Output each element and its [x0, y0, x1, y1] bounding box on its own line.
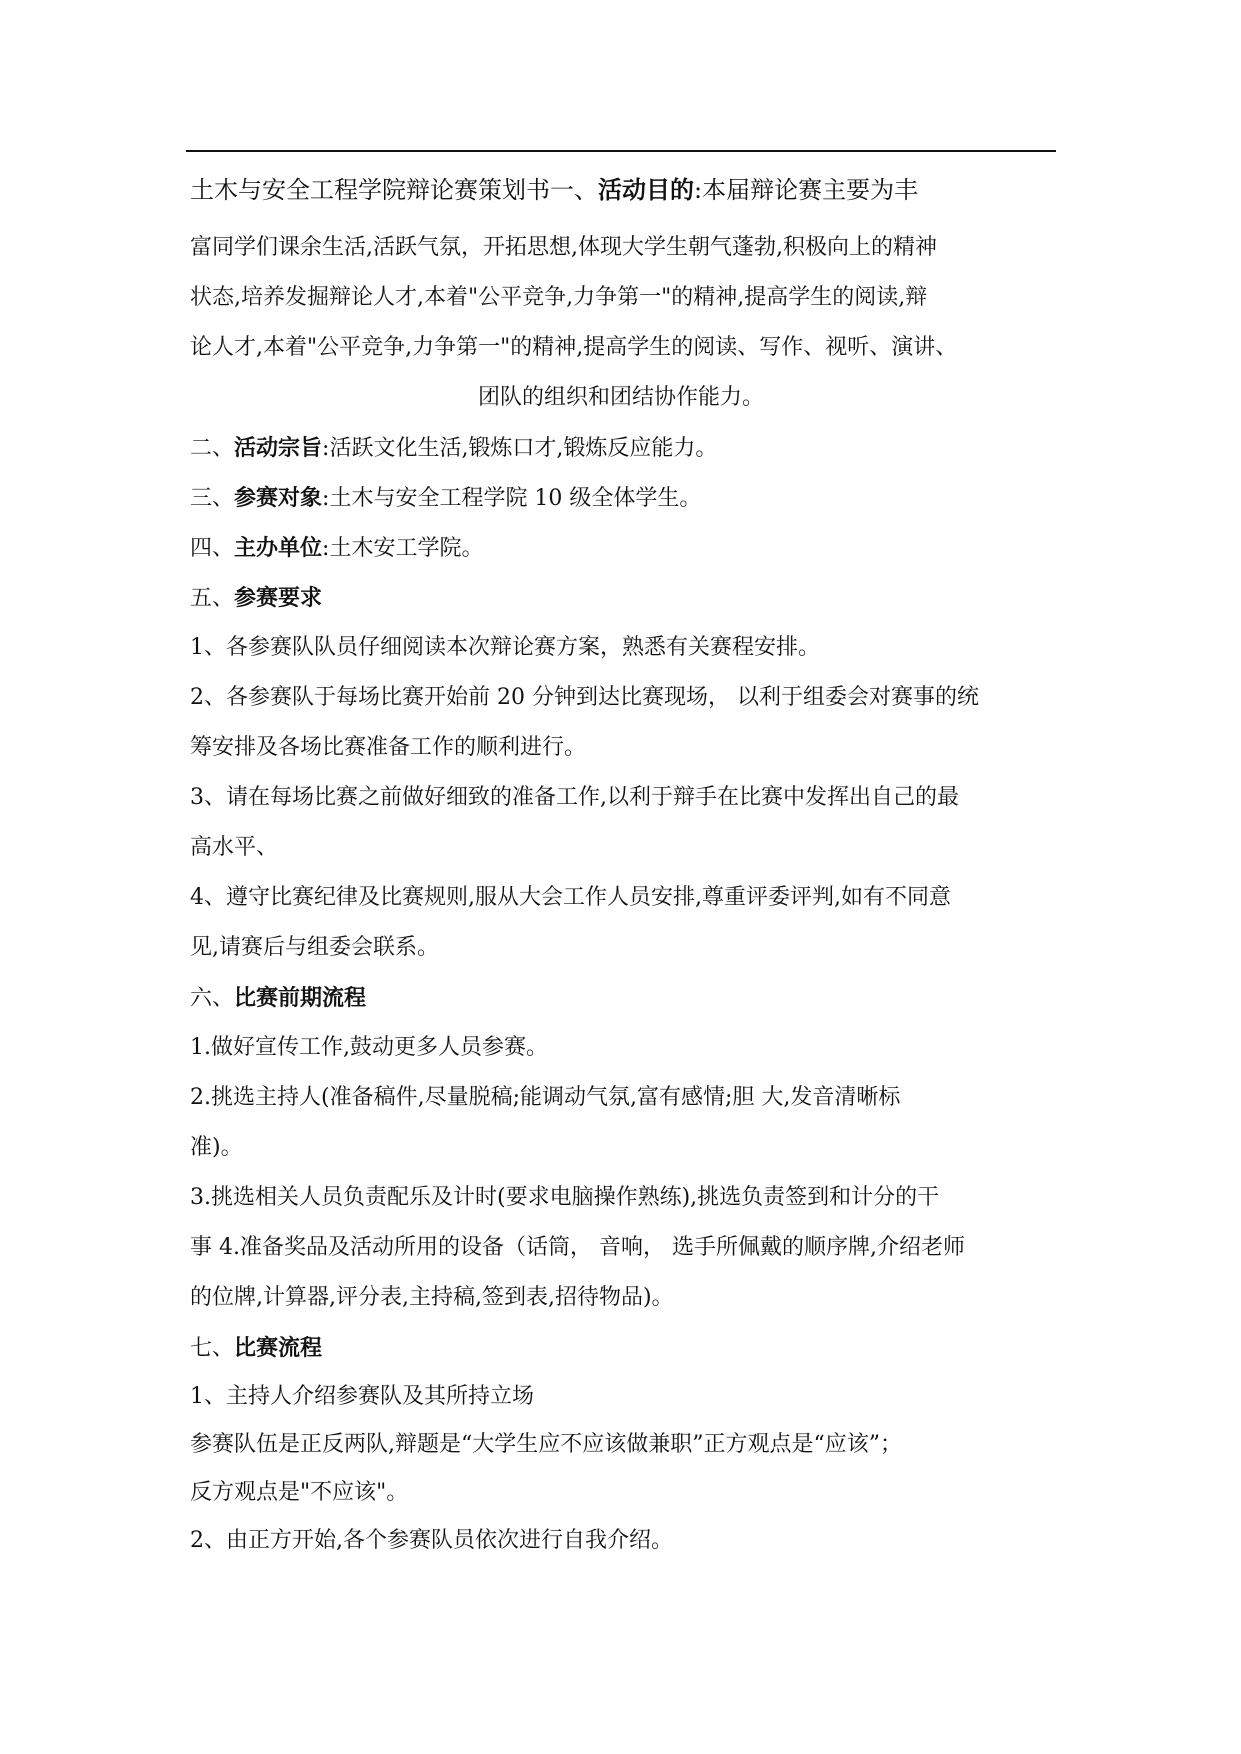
section-1-heading: 活动目的 [598, 175, 694, 204]
document-title: 土木与安全工程学院辩论赛策划书一、 [190, 176, 598, 204]
section-1-line: 团队的组织和团结协作能力。 [477, 385, 764, 410]
section-6-prefix: 六、 [190, 986, 235, 1011]
section-7-prefix: 七、 [190, 1336, 235, 1361]
section-5-line: 2、各参赛队于每场比赛开始前 20 分钟到达比赛现场， 以利于组委会对赛事的统 [190, 685, 979, 710]
document-body [190, 163, 1052, 1565]
section-5-heading: 参赛要求 [234, 585, 323, 611]
section-7-line: 1、主持人介绍参赛队及其所持立场 [190, 1384, 534, 1409]
section-6-line: 3.挑选相关人员负责配乐及计时(要求电脑操作熟练),挑选负责签到和计分的干 [190, 1185, 940, 1210]
header-rule [186, 150, 1056, 152]
section-5-line: 高水平、 [190, 835, 279, 860]
section-2-heading: 活动宗旨 [234, 435, 323, 461]
title-line [190, 163, 1052, 223]
section-1-line: 富同学们课余生活,活跃气氛，开拓思想,体现大学生朝气蓬勃,积极向上的精神 [190, 235, 937, 260]
section-6-line: 1.做好宣传工作,鼓动更多人员参赛。 [190, 1035, 548, 1060]
section-7-heading: 比赛流程 [234, 1335, 323, 1361]
section-3-heading: 参赛对象 [234, 485, 323, 511]
section-7-line: 参赛队伍是正反两队,辩题是“大学生应不应该做兼职”正方观点是“应该”； [190, 1432, 902, 1457]
section-5-line: 筹安排及各场比赛准备工作的顺利进行。 [190, 735, 587, 760]
section-5-line: 4、遵守比赛纪律及比赛规则,服从大会工作人员安排,尊重评委评判,如有不同意 [190, 885, 951, 910]
section-7-line: 反方观点是"不应该"。 [190, 1480, 409, 1505]
section-4-heading: 主办单位 [234, 535, 323, 561]
section-1-line: 论人才,本着"公平竞争,力争第一"的精神,提高学生的阅读、写作、视听、演讲、 [190, 335, 958, 360]
section-4 [190, 523, 1052, 573]
section-5-line: 3、请在每场比赛之前做好细致的准备工作,以利于辩手在比赛中发挥出自己的最 [190, 785, 959, 810]
section-5-line: 见,请赛后与组委会联系。 [190, 935, 439, 960]
section-1-line: 状态,培养发掘辩论人才,本着"公平竞争,力争第一"的精神,提高学生的阅读,辩 [190, 285, 928, 310]
section-2-text: :活跃文化生活,锻炼口才,锻炼反应能力。 [322, 436, 718, 461]
section-7 [190, 1323, 1052, 1373]
section-5-line: 1、各参赛队队员仔细阅读本次辩论赛方案，熟悉有关赛程安排。 [190, 635, 820, 660]
section-6-line: 的位牌,计算器,评分表,主持稿,签到表,招待物品)。 [190, 1285, 674, 1310]
section-7-line: 2、由正方开始,各个参赛队员依次进行自我介绍。 [190, 1528, 673, 1553]
section-6 [190, 973, 1052, 1023]
section-4-prefix: 四、 [190, 536, 235, 561]
section-6-line: 准)。 [190, 1135, 243, 1160]
section-2 [190, 423, 1052, 473]
section-4-text: :土木安工学院。 [322, 536, 484, 561]
section-5-prefix: 五、 [190, 586, 235, 611]
section-6-heading: 比赛前期流程 [234, 985, 367, 1011]
section-6-line: 2.挑选主持人(准备稿件,尽量脱稿;能调动气氛,富有感情;胆 大,发音清晰标 [190, 1085, 901, 1110]
section-3-text: :土木与安全工程学院 10 级全体学生。 [322, 486, 702, 511]
section-1-text: :本届辩论赛主要为丰 [694, 176, 919, 204]
section-6-line: 事 4.准备奖品及活动所用的设备（话筒， 音响， 选手所佩戴的顺序牌,介绍老师 [190, 1235, 965, 1260]
section-3-prefix: 三、 [190, 486, 235, 511]
section-3 [190, 473, 1052, 523]
section-5 [190, 573, 1052, 623]
section-2-prefix: 二、 [190, 436, 235, 461]
